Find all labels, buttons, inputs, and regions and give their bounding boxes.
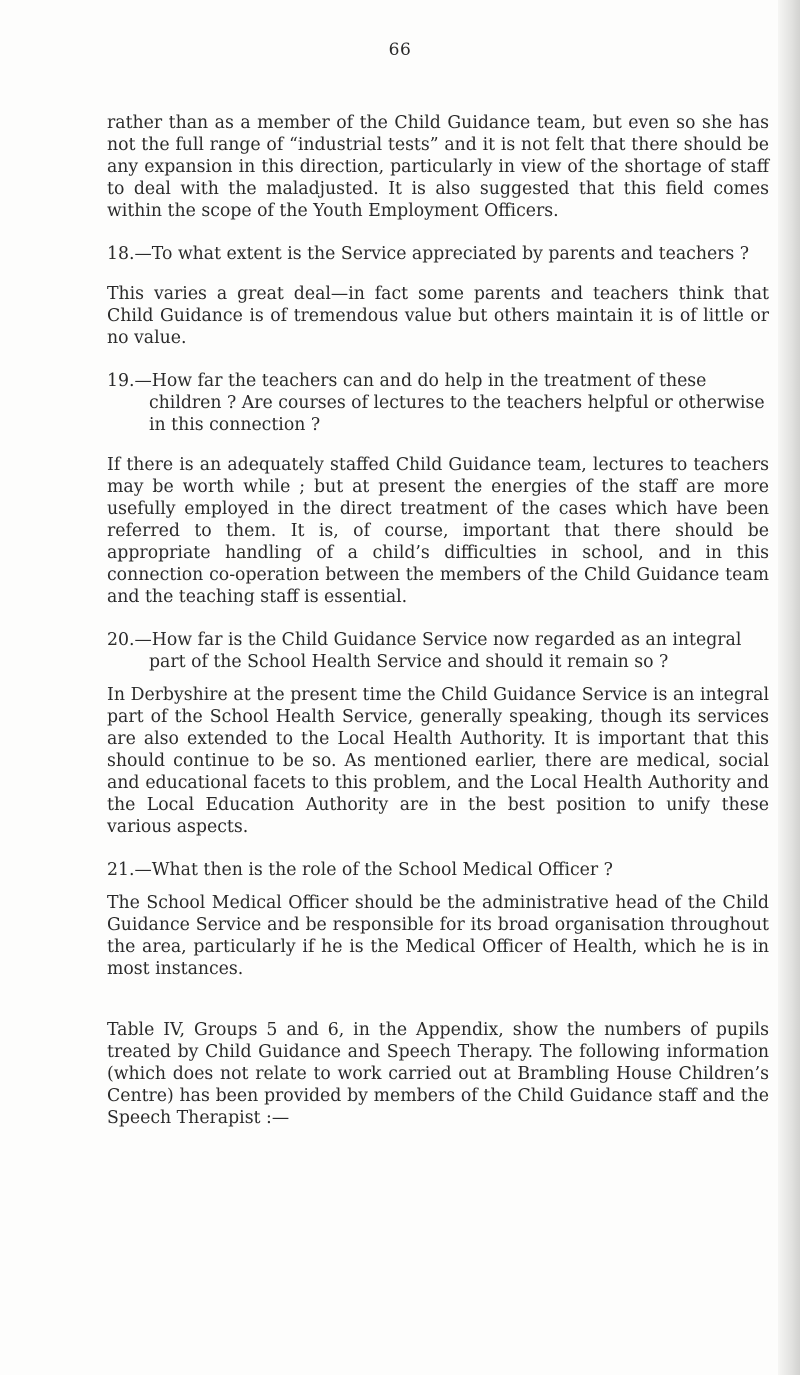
intro-paragraph: rather than as a member of the Child Guidance team, but even so she has not the full range of “industrial tests” and it is not felt that there should be any expansion in this direction, particularly in view of the shortage of staff to deal with the maladjusted. It is also suggested that this field comes within the scope of the Youth Employment Officers. xyxy=(107,113,769,221)
question-20: 20.—How far is the Child Guidance Service now regarded as an integral part of the School Health Service and should it remain so ? xyxy=(107,630,742,672)
answer-21: The School Medical Officer should be the administrative head of the Child Guidance Service and be responsible for its broad organisation throughout the area, particularly if he is the Medical Officer of Health, which he is in most instances. xyxy=(107,893,769,979)
page-number: 66 xyxy=(388,40,412,60)
body-text xyxy=(107,112,769,1129)
question-21: 21.—What then is the role of the School Medical Officer ? xyxy=(107,860,613,880)
question-19: 19.—How far the teachers can and do help in the treatment of these children ? Are courses of lectures to the teachers helpful or otherwise in this connection ? xyxy=(107,371,765,435)
question-18: 18.—To what extent is the Service appreciated by parents and teachers ? xyxy=(107,244,750,264)
page-edge-shadow xyxy=(778,0,800,1375)
answer-19: If there is an adequately staffed Child Guidance team, lectures to teachers may be worth while ; but at present the energies of the staff are more usefully employed in the direct treatment of the cases which have been referred to them. It is, of course, important that there should be appropriate handling of a child’s difficulties in school, and in this connection co-operation between the members of the Child Guidance team and the teaching staff is essential. xyxy=(107,455,769,607)
answer-18: This varies a great deal—in fact some parents and teachers think that Child Guidance is of tremendous value but others maintain it is of little or no value. xyxy=(107,284,769,348)
closing-paragraph: Table IV, Groups 5 and 6, in the Appendix, show the numbers of pupils treated by Child Guidance and Speech Therapy. The following information (which does not relate to work carried out at Brambling House Children’s Centre) has been provided by members of the Child Guidance staff and the Speech Therapist :— xyxy=(107,1020,769,1128)
answer-20: In Derbyshire at the present time the Child Guidance Service is an integral part of the School Health Service, generally speaking, though its services are also extended to the Local Health Authority. It is important that this should continue to be so. As mentioned earlier, there are medical, social and educational facets to this problem, and the Local Health Authority and the Local Education Authority are in the best position to unify these various aspects. xyxy=(107,685,769,837)
